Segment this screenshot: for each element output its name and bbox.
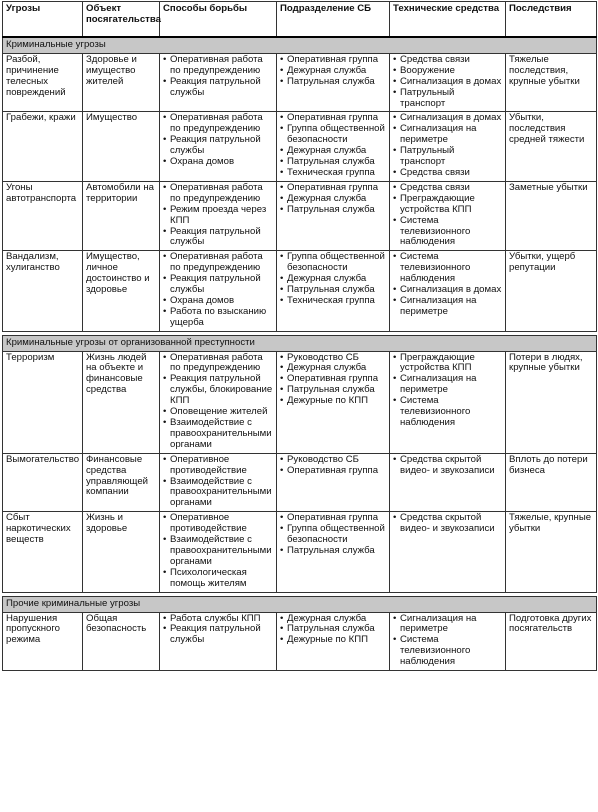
cell-security-units-list	[280, 55, 386, 88]
cell-security-units-list	[280, 252, 386, 307]
list-item: • Дежурная служба	[280, 66, 386, 77]
list-item: • Дежурная служба	[280, 363, 386, 374]
cell-technical-means-list	[393, 513, 502, 535]
cell-object: Имущество	[83, 112, 160, 181]
list-item: • Оперативная группа	[280, 513, 386, 524]
cell-threat: Терроризм	[3, 351, 83, 453]
section-header-row	[3, 37, 597, 53]
list-item: • Патрульная служба	[280, 546, 386, 557]
cell-methods-list	[163, 55, 273, 99]
list-item: • Сигнализация на периметре	[393, 374, 502, 396]
list-item: • Дежурная служба	[280, 614, 386, 625]
list-item: • Группа общественной безопасности	[280, 252, 386, 274]
cell-consequences: Тяжелые, крупные убытки	[506, 512, 597, 592]
list-item: • Оперативная группа	[280, 113, 386, 124]
list-item: • Реакция патрульной службы, блокирование КПП	[163, 374, 273, 407]
header-security-unit: Подразделение СБ	[277, 2, 390, 38]
cell-methods	[160, 251, 277, 331]
list-item: • Система телевизионного наблюдения	[393, 216, 502, 249]
list-item: • Техническая группа	[280, 296, 386, 307]
list-item: • Психологическая помощь жителям	[163, 568, 273, 590]
cell-methods-list	[163, 183, 273, 248]
cell-technical-means-list	[393, 455, 502, 477]
cell-technical-means-list	[393, 353, 502, 429]
cell-methods	[160, 53, 277, 112]
list-item: • Система телевизионного наблюдения	[393, 635, 502, 668]
list-item: • Система телевизионного наблюдения	[393, 252, 502, 285]
cell-consequences: Заметные убытки	[506, 181, 597, 250]
cell-consequences: Вплоть до потери бизнеса	[506, 453, 597, 512]
cell-methods	[160, 453, 277, 512]
list-item: • Средства скрытой видео- и звукозаписи	[393, 513, 502, 535]
cell-object: Финансовые средства управляющей компании	[83, 453, 160, 512]
cell-security-units	[277, 112, 390, 181]
list-item: • Группа общественной безопасности	[280, 524, 386, 546]
cell-technical-means-list	[393, 252, 502, 317]
list-item: • Оперативная работа по предупреждению	[163, 252, 273, 274]
list-item: • Реакция патрульной службы	[163, 135, 273, 157]
cell-methods	[160, 181, 277, 250]
list-item: • Преграждающие устройства КПП	[393, 194, 502, 216]
list-item: • Вооружение	[393, 66, 502, 77]
cell-technical-means-list	[393, 614, 502, 669]
cell-methods-list	[163, 614, 273, 647]
section-title: Криминальные угрозы	[3, 37, 597, 53]
header-consequences: Последствия	[506, 2, 597, 38]
cell-threat: Разбой, причинение телесных повреждений	[3, 53, 83, 112]
table-row	[3, 351, 597, 453]
list-item: • Режим проезда через КПП	[163, 205, 273, 227]
cell-security-units	[277, 351, 390, 453]
list-item: • Взаимодействие с правоохранительными органами	[163, 418, 273, 451]
table-header-row	[3, 2, 597, 38]
list-item: • Система телевизионного наблюдения	[393, 396, 502, 429]
list-item: • Реакция патрульной службы	[163, 227, 273, 249]
cell-technical-means	[390, 351, 506, 453]
list-item: • Работа службы КПП	[163, 614, 273, 625]
list-item: • Реакция патрульной службы	[163, 77, 273, 99]
list-item: • Средства связи	[393, 183, 502, 194]
table-row	[3, 181, 597, 250]
list-item: • Преграждающие устройства КПП	[393, 353, 502, 375]
cell-technical-means	[390, 612, 506, 671]
cell-security-units-list	[280, 183, 386, 216]
cell-methods-list	[163, 513, 273, 589]
list-item: • Сигнализация в домах	[393, 285, 502, 296]
cell-technical-means	[390, 453, 506, 512]
cell-technical-means-list	[393, 55, 502, 110]
cell-threat: Вымогательство	[3, 453, 83, 512]
list-item: • Группа общественной безопасности	[280, 124, 386, 146]
list-item: • Патрульный транспорт	[393, 146, 502, 168]
cell-security-units-list	[280, 513, 386, 557]
list-item: • Оперативная группа	[280, 55, 386, 66]
cell-object: Автомобили на территории	[83, 181, 160, 250]
list-item: • Патрульная служба	[280, 77, 386, 88]
list-item: • Оперативная группа	[280, 183, 386, 194]
cell-security-units-list	[280, 353, 386, 408]
list-item: • Оперативная группа	[280, 466, 386, 477]
cell-threat: Угоны автотранспорта	[3, 181, 83, 250]
cell-technical-means	[390, 53, 506, 112]
cell-methods-list	[163, 113, 273, 168]
list-item: • Оперативная работа по предупреждению	[163, 55, 273, 77]
cell-technical-means-list	[393, 183, 502, 248]
list-item: • Сигнализация на периметре	[393, 124, 502, 146]
table-row	[3, 512, 597, 592]
cell-technical-means-list	[393, 113, 502, 178]
list-item: • Взаимодействие с правоохранительными органами	[163, 477, 273, 510]
list-item: • Сигнализация на периметре	[393, 614, 502, 636]
list-item: • Реакция патрульной службы	[163, 624, 273, 646]
list-item: • Руководство СБ	[280, 353, 386, 364]
cell-threat: Сбыт наркотических веществ	[3, 512, 83, 592]
cell-object: Здоровье и имущество жителей	[83, 53, 160, 112]
list-item: • Руководство СБ	[280, 455, 386, 466]
list-item: • Патрульная служба	[280, 157, 386, 168]
list-item: • Техническая группа	[280, 168, 386, 179]
cell-technical-means	[390, 181, 506, 250]
list-item: • Оперативная группа	[280, 374, 386, 385]
cell-consequences: Тяжелые последствия, крупные убытки	[506, 53, 597, 112]
list-item: • Дежурные по КПП	[280, 396, 386, 407]
list-item: • Дежурные по КПП	[280, 635, 386, 646]
cell-security-units	[277, 251, 390, 331]
list-item: • Средства связи	[393, 55, 502, 66]
list-item: • Патрульный транспорт	[393, 88, 502, 110]
list-item: • Дежурная служба	[280, 274, 386, 285]
table-row	[3, 53, 597, 112]
table-row	[3, 112, 597, 181]
list-item: • Охрана домов	[163, 296, 273, 307]
cell-security-units-list	[280, 455, 386, 477]
list-item: • Патрульная служба	[280, 205, 386, 216]
list-item: • Сигнализация на периметре	[393, 296, 502, 318]
list-item: • Патрульная служба	[280, 624, 386, 635]
cell-technical-means	[390, 112, 506, 181]
list-item: • Оперативная работа по предупреждению	[163, 183, 273, 205]
table-body	[3, 37, 597, 671]
cell-security-units	[277, 612, 390, 671]
cell-technical-means	[390, 251, 506, 331]
list-item: • Дежурная служба	[280, 146, 386, 157]
cell-security-units	[277, 453, 390, 512]
list-item: • Оперативное противодействие	[163, 513, 273, 535]
cell-consequences: Убытки, последствия средней тяжести	[506, 112, 597, 181]
cell-security-units	[277, 181, 390, 250]
section-header-row	[3, 596, 597, 612]
cell-methods	[160, 512, 277, 592]
section-title: Криминальные угрозы от организованной преступности	[3, 335, 597, 351]
table-row	[3, 612, 597, 671]
cell-security-units	[277, 512, 390, 592]
list-item: • Оперативное противодействие	[163, 455, 273, 477]
cell-threat: Нарушения пропускного режима	[3, 612, 83, 671]
cell-threat: Вандализм, хулиганство	[3, 251, 83, 331]
list-item: • Взаимодействие с правоохранительными органами	[163, 535, 273, 568]
list-item: • Сигнализация в домах	[393, 77, 502, 88]
list-item: • Патрульная служба	[280, 285, 386, 296]
cell-technical-means	[390, 512, 506, 592]
cell-methods-list	[163, 455, 273, 510]
cell-methods	[160, 112, 277, 181]
cell-consequences: Подготовка других посягательств	[506, 612, 597, 671]
cell-security-units-list	[280, 113, 386, 178]
table-row	[3, 453, 597, 512]
threat-matrix-table	[2, 1, 597, 671]
list-item: • Работа по взысканию ущерба	[163, 307, 273, 329]
list-item: • Средства связи	[393, 168, 502, 179]
list-item: • Охрана домов	[163, 157, 273, 168]
cell-object: Жизнь и здоровье	[83, 512, 160, 592]
list-item: • Патрульная служба	[280, 385, 386, 396]
cell-methods	[160, 351, 277, 453]
header-object: Объект посягательства	[83, 2, 160, 38]
list-item: • Средства скрытой видео- и звукозаписи	[393, 455, 502, 477]
cell-methods-list	[163, 252, 273, 328]
header-technical-means: Технические средства	[390, 2, 506, 38]
cell-security-units	[277, 53, 390, 112]
header-methods: Способы борьбы	[160, 2, 277, 38]
list-item: • Сигнализация в домах	[393, 113, 502, 124]
table-row	[3, 251, 597, 331]
cell-threat: Грабежи, кражи	[3, 112, 83, 181]
section-header-row	[3, 335, 597, 351]
list-item: • Оперативная работа по предупреждению	[163, 353, 273, 375]
list-item: • Оповещение жителей	[163, 407, 273, 418]
cell-object: Жизнь людей на объекте и финансовые средства	[83, 351, 160, 453]
list-item: • Реакция патрульной службы	[163, 274, 273, 296]
list-item: • Оперативная работа по предупреждению	[163, 113, 273, 135]
section-title: Прочие криминальные угрозы	[3, 596, 597, 612]
cell-methods	[160, 612, 277, 671]
cell-object: Имущество, личное достоинство и здоровье	[83, 251, 160, 331]
cell-consequences: Убытки, ущерб репутации	[506, 251, 597, 331]
cell-object: Общая безопасность	[83, 612, 160, 671]
header-threats: Угрозы	[3, 2, 83, 38]
cell-methods-list	[163, 353, 273, 451]
threat-matrix-document	[2, 1, 596, 671]
list-item: • Дежурная служба	[280, 194, 386, 205]
cell-consequences: Потери в людях, крупные убытки	[506, 351, 597, 453]
cell-security-units-list	[280, 614, 386, 647]
